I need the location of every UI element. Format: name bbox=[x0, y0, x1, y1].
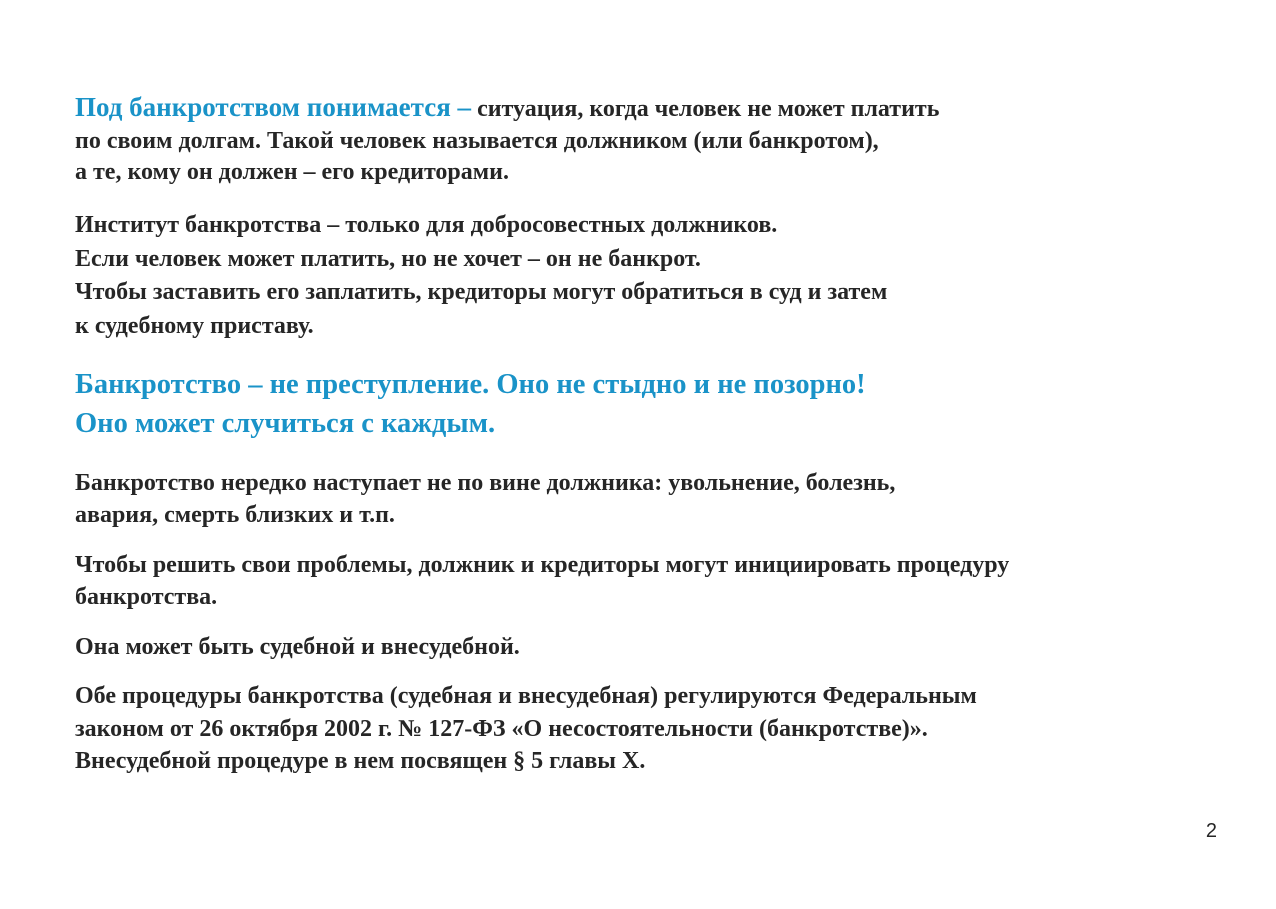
page-number: 2 bbox=[1205, 820, 1217, 842]
causes-paragraph bbox=[75, 467, 895, 531]
definition-line-1 bbox=[75, 92, 939, 126]
definition-lead: Под банкротством понимается – bbox=[75, 92, 472, 122]
law-line: законом от 26 октября 2002 г. № 127-ФЗ «О несостоятельности (банкротстве)». bbox=[75, 715, 928, 742]
initiation-paragraph bbox=[75, 549, 1009, 613]
types-paragraph bbox=[75, 631, 520, 663]
highlight-line: Оно может случиться с каждым. bbox=[75, 407, 496, 439]
institute-line: Чтобы заставить его заплатить, кредиторы могут обратиться в суд и затем bbox=[75, 279, 888, 305]
types-line: Она может быть судебной и внесудебной. bbox=[75, 634, 520, 660]
highlight-paragraph bbox=[75, 366, 866, 443]
institute-line: Если человек может платить, но не хочет – он не банкрот. bbox=[75, 245, 701, 272]
causes-line: Банкротство нередко наступает не по вине должника: увольнение, болезнь, bbox=[75, 470, 896, 496]
definition-line-1-rest: ситуация, когда человек не может платить bbox=[471, 96, 940, 122]
law-line: Обе процедуры банкротства (судебная и внесудебная) регулируются Федеральным bbox=[75, 683, 977, 709]
institute-line: Институт банкротства – только для добросовестных должников. bbox=[75, 212, 778, 238]
highlight-line: Банкротство – не преступление. Оно не стыдно и не позорно! bbox=[75, 369, 866, 400]
causes-line: авария, смерть близких и т.п. bbox=[75, 502, 395, 528]
law-paragraph bbox=[75, 680, 977, 778]
law-line: Внесудебной процедуре в нем посвящен § 5 главы X. bbox=[75, 748, 646, 774]
initiation-line: банкротства. bbox=[75, 584, 218, 610]
initiation-line: Чтобы решить свои проблемы, должник и кредиторы могут инициировать процедуру bbox=[75, 552, 1010, 578]
definition-paragraph bbox=[75, 92, 939, 189]
definition-line-2: по своим долгам. Такой человек называется должником (или банкротом), bbox=[75, 127, 879, 154]
definition-line-3: а те, кому он должен – его кредиторами. bbox=[75, 159, 509, 185]
institute-line: к судебному приставу. bbox=[75, 312, 314, 339]
institute-paragraph bbox=[75, 209, 887, 343]
